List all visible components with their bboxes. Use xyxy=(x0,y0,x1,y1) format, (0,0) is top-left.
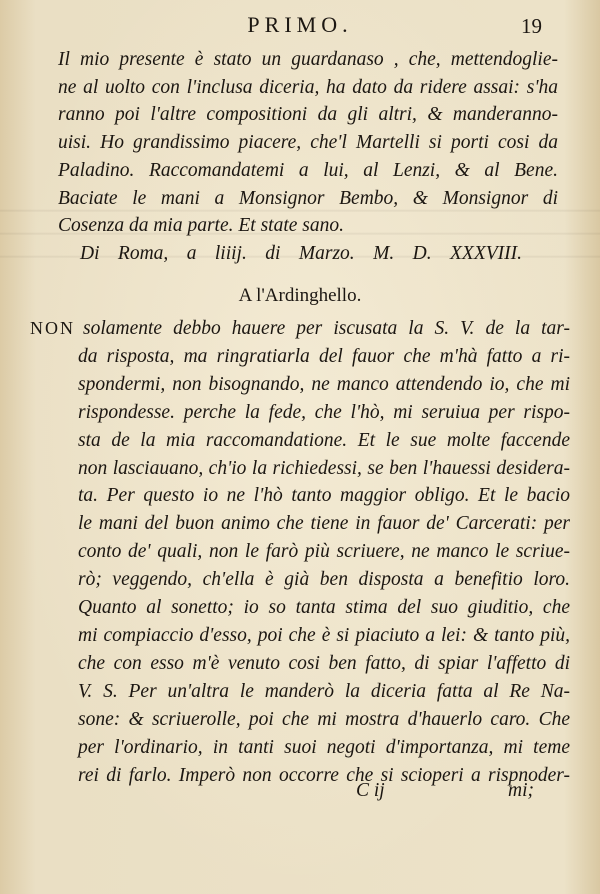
opening-word: NON xyxy=(30,318,75,338)
text-line: rispondesse. perche la fede, che l'hò, mi seruiua per rispo- xyxy=(78,401,570,423)
letter-body xyxy=(30,315,570,789)
text-line: conto de' quali, non le farò più scriuere, ne manco le scriue- xyxy=(78,541,570,563)
text-line: rei di farlo. Imperò non occorre che si scioperi a rispnoder- xyxy=(78,764,570,786)
text-line: rò; veggendo, ch'ella è già ben disposta a benefitio loro. xyxy=(78,569,570,591)
text-line: Quanto al sonetto; io so tanta stima del suo giuditio, che xyxy=(78,597,570,619)
text-line: ta. Per questo io ne l'hò tanto maggior obligo. Et le bacio xyxy=(78,485,570,507)
text-line: mi compiaccio d'esso, poi che è si piaciuto a lei: & tanto più, xyxy=(78,624,570,646)
text-line: che con esso m'è venuto cosi ben fatto, di spiar l'affetto di xyxy=(78,652,570,674)
text-line: V. S. Per un'altra le manderò la diceria fatta al Re Na- xyxy=(78,680,570,702)
text-line: solamente debbo hauere per iscusata la S. V. de la tar- xyxy=(83,318,570,339)
page-number: 19 xyxy=(521,14,542,38)
text-line: spondermi, non bisognando, ne manco attendendo io, che mi xyxy=(78,373,570,395)
text-line: per l'ordinario, in tanti suoi negoti d'importanza, mi teme xyxy=(78,736,570,758)
top-paragraph xyxy=(58,46,558,268)
text-line: le mani del buon animo che tiene in fauor de' Carcerati: per xyxy=(78,513,570,535)
text-line: da risposta, ma ringratiarla del fauor che m'hà fatto a ri- xyxy=(78,345,570,367)
running-title: PRIMO. xyxy=(247,12,353,37)
text-line: uisi. Ho grandissimo piacere, che'l Martelli si porti cosi da xyxy=(58,132,558,154)
text-line: Il mio presente è stato un guardanaso , che, mettendoglie- xyxy=(58,49,558,70)
catchword: mi; xyxy=(508,780,534,801)
text-line: ne al uolto con l'inclusa diceria, ha dato da ridere assai: s'ha xyxy=(58,76,558,98)
text-line: sone: & scriuerolle, poi che mi mostra d'hauerlo caro. Che xyxy=(78,708,570,730)
letter-heading: A l'Ardinghello. xyxy=(238,285,362,306)
date-line: Di Roma, a liiij. di Marzo. M. D. XXXVIII. xyxy=(80,242,522,264)
text-line: ranno poi l'altre compositioni da gli altri, & manderanno- xyxy=(58,104,558,126)
text-line: Baciate le mani a Monsignor Bembo, & Monsignor di xyxy=(58,187,558,209)
signature-mark: C ij xyxy=(356,780,385,801)
text-line: Paladino. Raccomandatemi a lui, al Lenzi, & al Bene. xyxy=(58,159,558,181)
page-footer xyxy=(0,780,600,810)
text-line: sta de la mia raccomandatione. Et le sue molte faccende xyxy=(78,429,570,451)
text-line: non lasciauano, ch'io la richiedessi, se ben l'hauessi desidera- xyxy=(78,457,570,479)
letter-first-line xyxy=(30,315,570,343)
running-head xyxy=(0,10,600,40)
text-line: Cosenza da mia parte. Et state sano. xyxy=(58,215,344,237)
